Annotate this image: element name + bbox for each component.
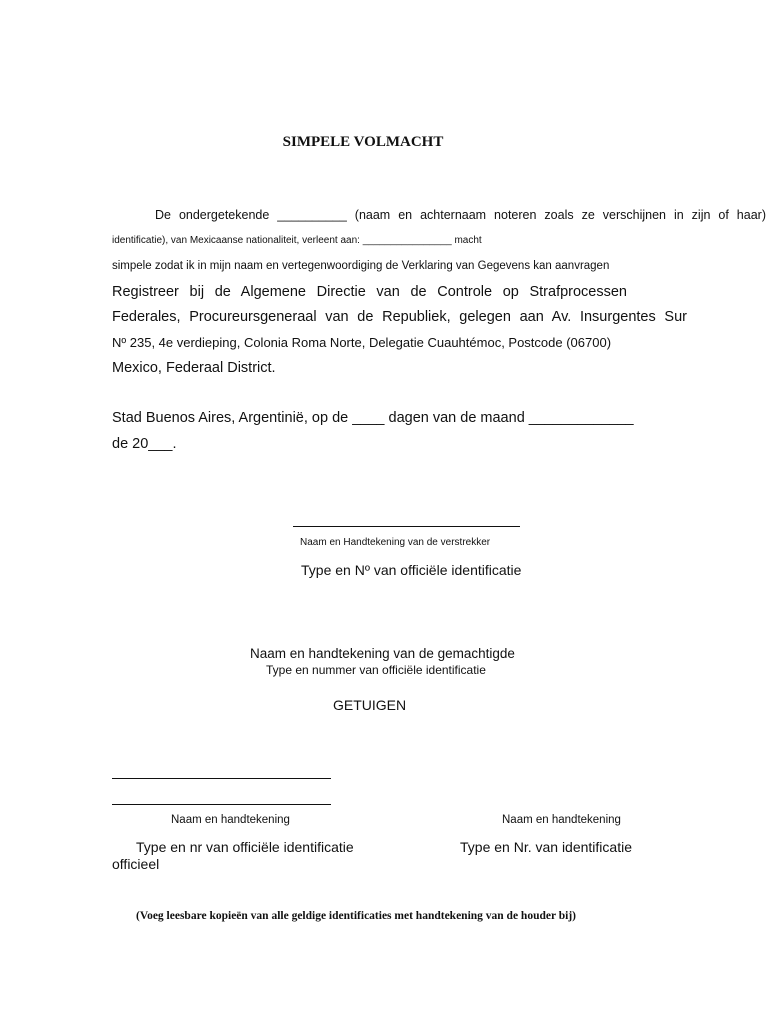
- attorney-id-label: Type en nummer van officiële identificatie: [266, 663, 486, 677]
- footer-note: (Voeg leesbare kopieën van alle geldige identificaties met handtekening van de houder bij): [136, 910, 576, 922]
- witness-right-name-label: Naam en handtekening: [502, 814, 621, 826]
- grantor-signature-line: [293, 526, 520, 527]
- attorney-name-label: Naam en handtekening van de gemachtigde: [250, 646, 515, 661]
- witness-left-id-line-2: officieel: [112, 856, 160, 872]
- witness-right-id-label: Type en Nr. van identificatie: [460, 839, 632, 855]
- paragraph-2-line-2: Federales, Procureursgeneraal van de Republiek, gelegen aan Av. Insurgentes Sur: [112, 309, 687, 325]
- witness-left-id-line-1: Type en nr van officiële identificatie: [136, 839, 354, 855]
- witnesses-heading: GETUIGEN: [333, 697, 407, 713]
- place-date-line-1: Stad Buenos Aires, Argentinië, op de ____ dagen van de maand _____________: [112, 410, 634, 426]
- witness-left-name-label: Naam en handtekening: [171, 814, 290, 826]
- paragraph-2-line-4: Mexico, Federaal District.: [112, 360, 276, 376]
- witness-2-signature-line: [112, 804, 331, 805]
- paragraph-1-line-2: identificatie), van Mexicaanse nationaliteit, verleent aan: ________________ macht: [112, 235, 482, 246]
- paragraph-2-line-3: Nº 235, 4e verdieping, Colonia Roma Norte, Delegatie Cuauhtémoc, Postcode (06700): [112, 335, 612, 350]
- grantor-id-label: Type en Nº van officiële identificatie: [301, 562, 522, 578]
- paragraph-1-line-1: De ondergetekende __________ (naam en achternaam noteren zoals ze verschijnen in zijn of haar): [155, 208, 766, 222]
- grantor-name-label: Naam en Handtekening van de verstrekker: [300, 537, 491, 548]
- document-title: SIMPELE VOLMACHT: [282, 134, 444, 150]
- witness-1-signature-line: [112, 778, 331, 779]
- paragraph-2-line-1: Registreer bij de Algemene Directie van de Controle op Strafprocessen: [112, 284, 627, 300]
- place-date-line-2: de 20___.: [112, 436, 177, 452]
- paragraph-1-line-3: simpele zodat ik in mijn naam en vertegenwoordiging de Verklaring van Gegevens kan aanvragen: [112, 260, 610, 272]
